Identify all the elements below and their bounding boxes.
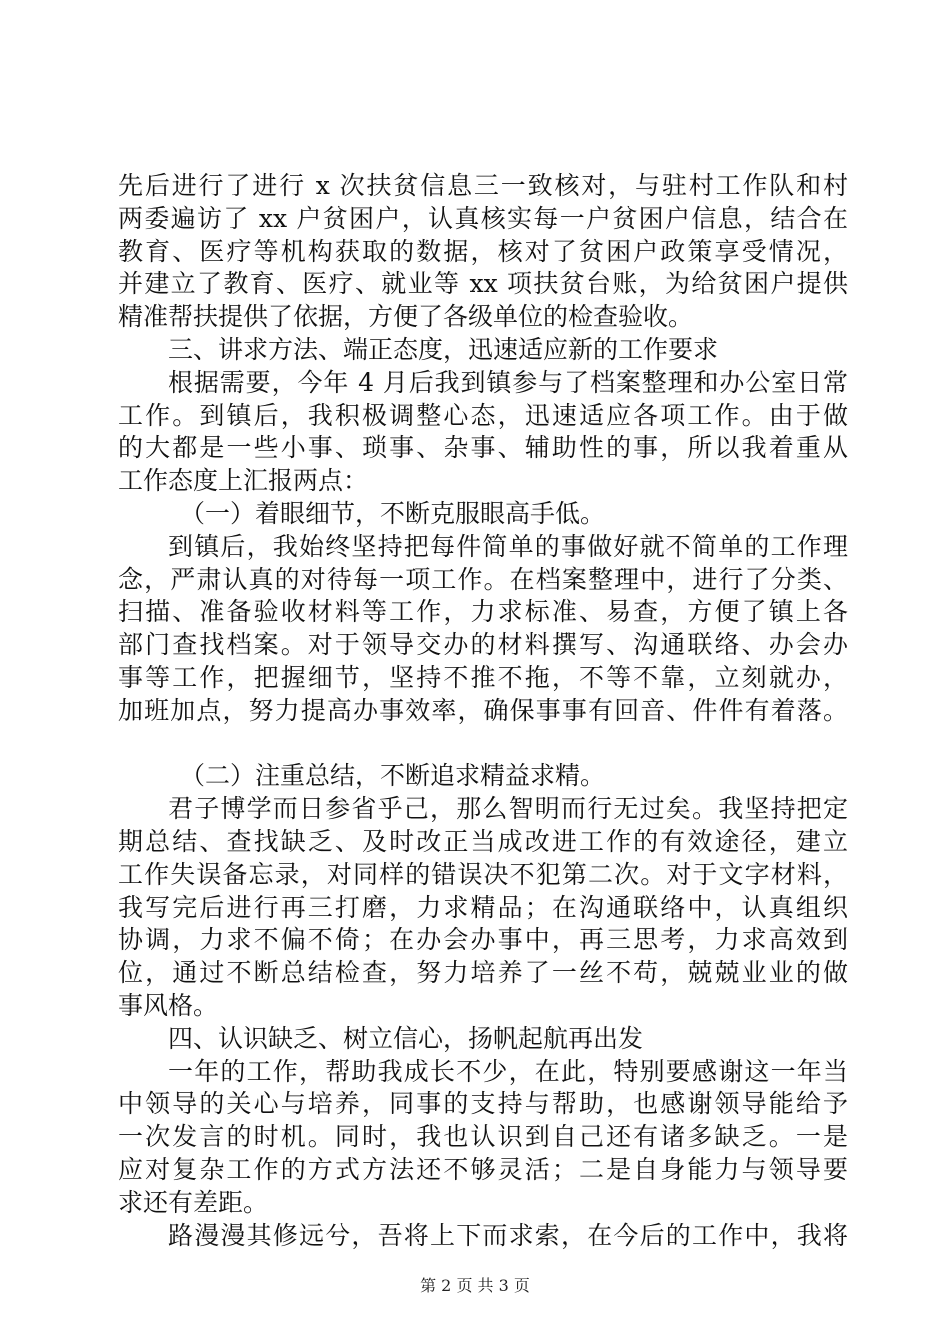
text-line: 扫描、准备验收材料等工作，力求标准、易查，方便了镇上各 bbox=[118, 597, 848, 627]
text-line: 协调，力求不偏不倚；在办会办事中，再三思考，力求高效到 bbox=[118, 925, 848, 955]
text-line: 求还有差距。 bbox=[118, 1187, 269, 1217]
text-line: 工作。到镇后，我积极调整心态，迅速适应各项工作。由于做 bbox=[118, 400, 848, 430]
page-footer: 第 2 页 共 3 页 bbox=[420, 1276, 530, 1295]
text-line: 工作态度上汇报两点： bbox=[118, 466, 369, 496]
text-line: 一年的工作，帮助我成长不少，在此，特别要感谢这一年当 bbox=[168, 1056, 848, 1086]
text-line: 事风格。 bbox=[118, 990, 219, 1020]
text-line: 工作失误备忘录，对同样的错误决不犯第二次。对于文字材料， bbox=[118, 859, 848, 889]
text-line: 君子博学而日参省乎己，那么智明而行无过矣。我坚持把定 bbox=[168, 794, 848, 824]
text-line: 的大都是一些小事、琐事、杂事、辅助性的事，所以我着重从 bbox=[118, 433, 848, 463]
text-line: 我写完后进行再三打磨，力求精品；在沟通联络中，认真组织 bbox=[118, 892, 848, 922]
text-line: 事等工作，把握细节，坚持不推不拖，不等不靠，立刻就办， bbox=[118, 662, 848, 692]
text-line: 应对复杂工作的方式方法还不够灵活；二是自身能力与领导要 bbox=[118, 1154, 848, 1184]
section-heading-4: 四、认识缺乏、树立信心，扬帆起航再出发 bbox=[168, 1023, 644, 1053]
text-line: 精准帮扶提供了依据，方便了各级单位的检查验收。 bbox=[118, 302, 694, 332]
text-line: 路漫漫其修远兮，吾将上下而求索，在今后的工作中，我将 bbox=[168, 1220, 848, 1250]
text-line: 并建立了教育、医疗、就业等 xx 项扶贫台账，为给贫困户提供 bbox=[118, 269, 848, 299]
text-line: 部门查找档案。对于领导交办的材料撰写、沟通联络、办会办 bbox=[118, 630, 848, 660]
text-line: 期总结、查找缺乏、及时改正当成改进工作的有效途径，建立 bbox=[118, 826, 848, 856]
text-line: 教育、医疗等机构获取的数据，核对了贫困户政策享受情况， bbox=[118, 236, 848, 266]
blank-line bbox=[118, 728, 848, 761]
text-line: 中领导的关心与培养，同事的支持与帮助，也感谢领导能给予 bbox=[118, 1089, 848, 1119]
subheading-2: （二）注重总结，不断追求精益求精。 bbox=[180, 761, 606, 791]
subheading-1: （一）着眼细节，不断克服眼高手低。 bbox=[180, 498, 606, 528]
text-line: 两委遍访了 xx 户贫困户，认真核实每一户贫困户信息，结合在 bbox=[118, 203, 848, 233]
section-heading-3: 三、讲求方法、端正态度，迅速适应新的工作要求 bbox=[168, 334, 719, 364]
text-line: 加班加点，努力提高办事效率，确保事事有回音、件件有着落。 bbox=[118, 695, 848, 725]
text-line: 到镇后，我始终坚持把每件简单的事做好就不简单的工作理 bbox=[168, 531, 848, 561]
text-line: 一次发言的时机。同时，我也认识到自己还有诸多缺乏。一是 bbox=[118, 1122, 848, 1152]
text-line: 位，通过不断总结检查，努力培养了一丝不苟，兢兢业业的做 bbox=[118, 958, 848, 988]
text-line: 根据需要，今年 4 月后我到镇参与了档案整理和办公室日常 bbox=[168, 367, 848, 397]
text-line: 先后进行了进行 x 次扶贫信息三一致核对，与驻村工作队和村 bbox=[118, 171, 848, 200]
text-line: 念，严肃认真的对待每一项工作。在档案整理中，进行了分类、 bbox=[118, 564, 848, 594]
document-body bbox=[118, 170, 848, 1252]
